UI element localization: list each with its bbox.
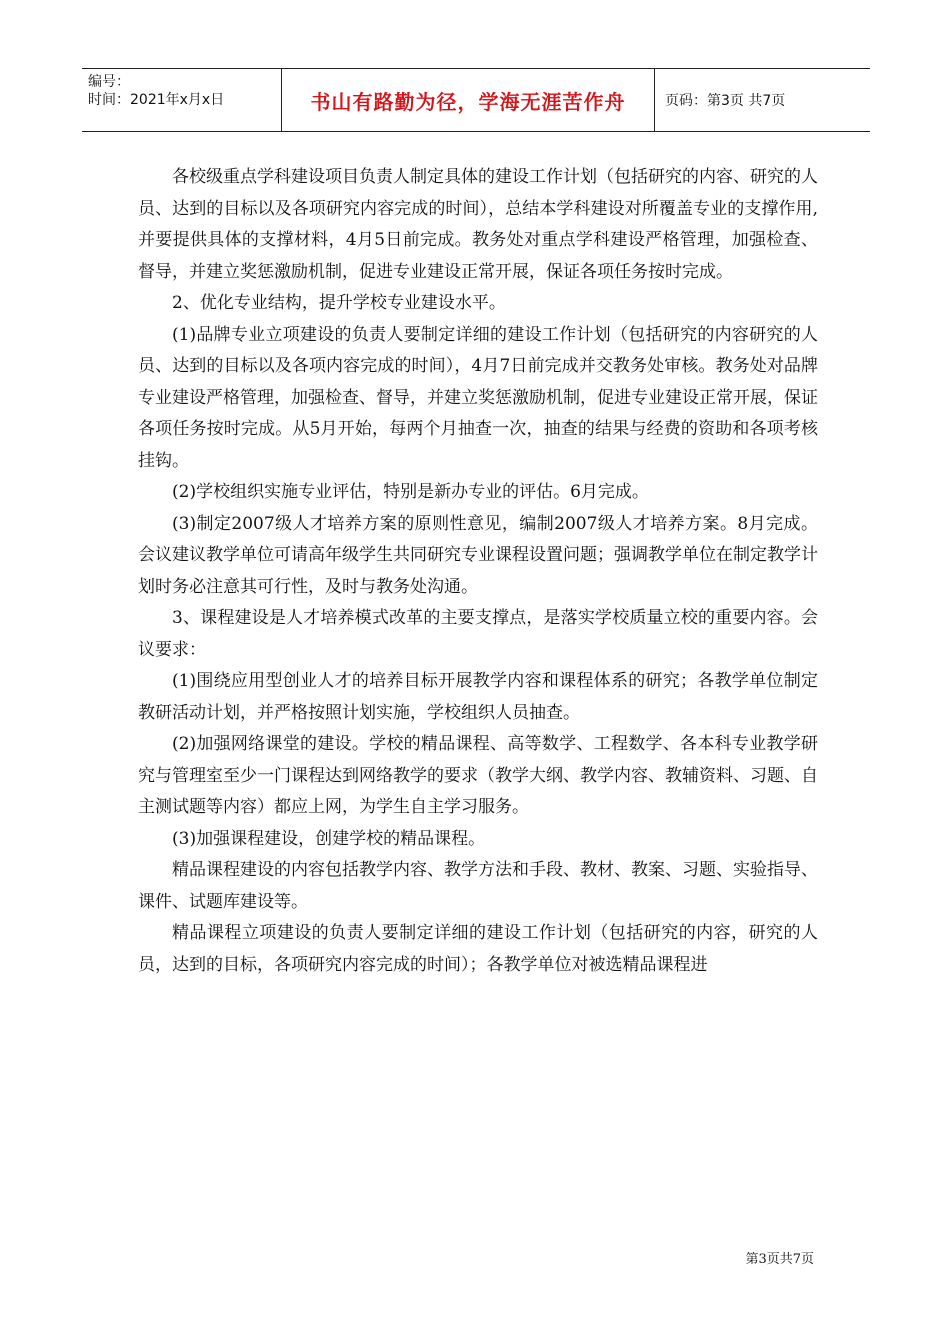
document-time-label: 时间：2021年x月x日 — [88, 92, 225, 108]
paragraph: (3)制定2007级人才培养方案的原则性意见，编制2007级人才培养方案。8月完成。会议建议教学单位可请高年级学生共同研究专业课程设置问题；强调教学单位在制定教学计划时务必注意其可行性，及时与教务处沟通。 — [138, 513, 818, 597]
paragraph: 各校级重点学科建设项目负责人制定具体的建设工作计划（包括研究的内容、研究的人员、达到的目标以及各项研究内容完成的时间），总结本学科建设对所覆盖专业的支撑作用,并要提供具体的支撑材料，4月5日前完成。教务处对重点学科建设严格管理，加强检查、督导，并建立奖惩激励机制，促进专业建设正常开展，保证各项任务按时完成。 — [138, 167, 818, 282]
paragraph: 3、课程建设是人才培养模式改革的主要支撑点，是落实学校质量立校的重要内容。会议要求： — [138, 608, 818, 660]
paragraph: (2)加强网络课堂的建设。学校的精品课程、高等数学、工程数学、各本科专业教学研究与管理室至少一门课程达到网络教学的要求（教学大纲、教学内容、教辅资料、习题、自主测试题等内容）都应上网，为学生自主学习服务。 — [138, 734, 818, 817]
document-number-label: 编号： — [88, 74, 130, 90]
paragraph: 2、优化专业结构，提升学校专业建设水平。 — [172, 293, 506, 313]
header-motto: 书山有路勤为径，学海无涯苦作舟 — [282, 69, 655, 131]
header-page-info: 页码：第3页 共7页 — [665, 93, 786, 109]
page-footer-number: 第3页共7页 — [745, 1252, 814, 1267]
paragraph: (1)围绕应用型创业人才的培养目标开展教学内容和课程体系的研究；各教学单位制定教研活动计划，并严格按照计划实施，学校组织人员抽查。 — [138, 671, 818, 723]
paragraph: (2)学校组织实施专业评估，特别是新办专业的评估。6月完成。 — [172, 482, 649, 502]
paragraph: 精品课程建设的内容包括教学内容、教学方法和手段、教材、教案、习题、实验指导、课件、试题库建设等。 — [138, 860, 818, 912]
paragraph: (3)加强课程建设，创建学校的精品课程。 — [172, 828, 486, 849]
header-info-cell — [82, 69, 282, 131]
paragraph: (1)品牌专业立项建设的负责人要制定详细的建设工作计划（包括研究的内容研究的人员、达到的目标以及各项内容完成的时间），4月7日前完成并交教务处审核。教务处对品牌专业建设严格管理，加强检查、督导，并建立奖惩激励机制，促进专业建设正常开展，保证各项任务按时完成。从5月开始，每两个月抽查一次，抽查的结果与经费的资助和各项考核挂钩。 — [138, 324, 818, 471]
paragraph: 精品课程立项建设的负责人要制定详细的建设工作计划（包括研究的内容，研究的人员，达到的目标，各项研究内容完成的时间）；各教学单位对被选精品课程进 — [138, 923, 818, 975]
document-body — [138, 162, 818, 981]
page-header — [82, 68, 870, 132]
